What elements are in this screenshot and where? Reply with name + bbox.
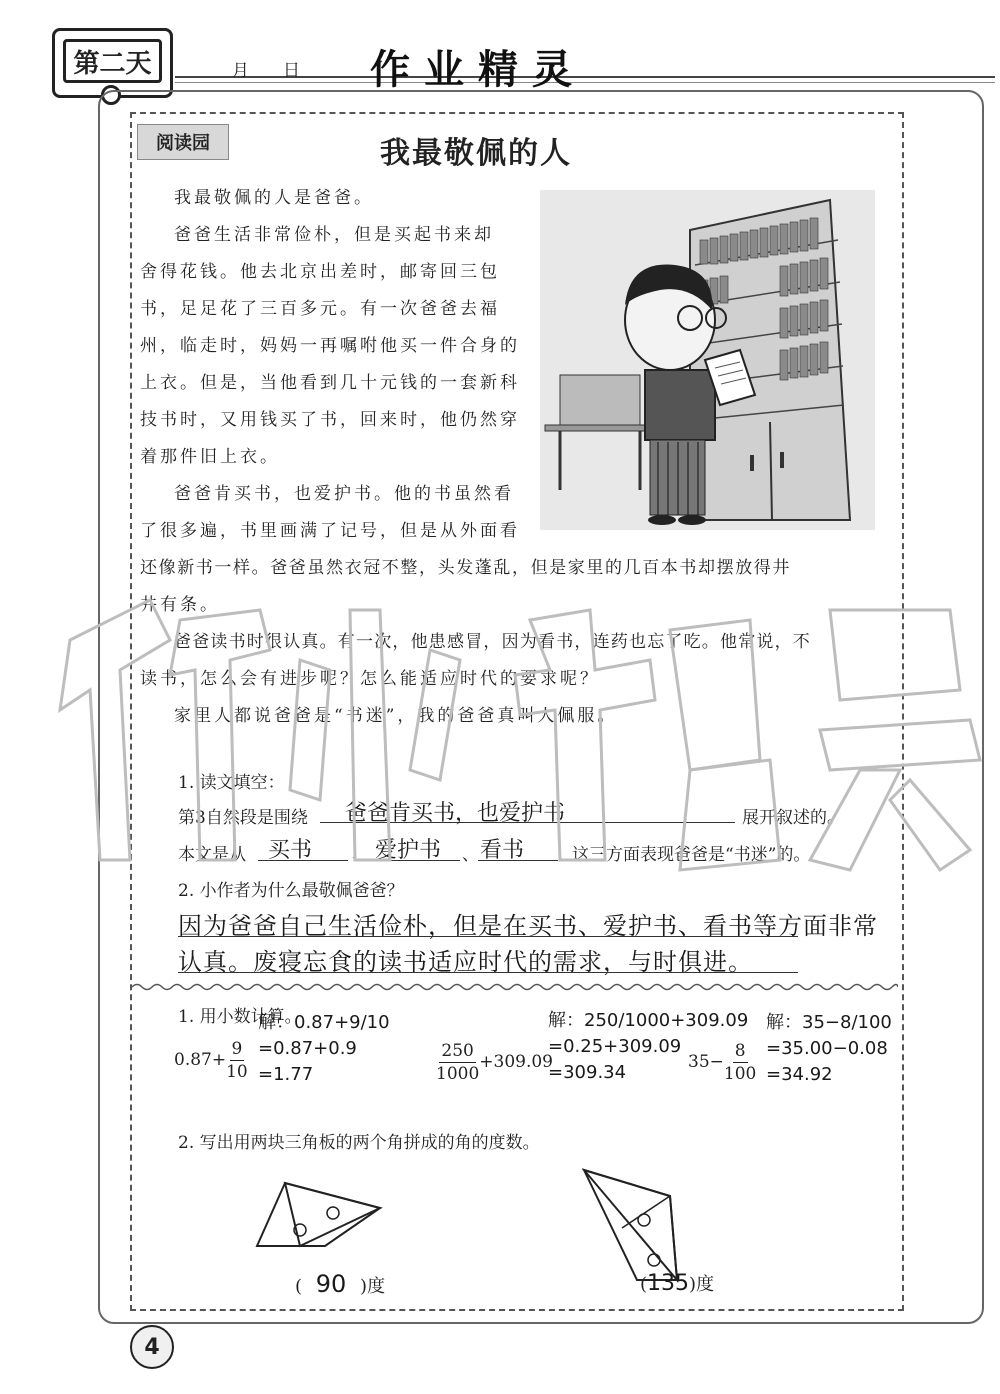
text-line: 读书，怎么会有进步呢？怎么能适应时代的要求呢？ [140, 669, 600, 689]
denominator: 10 [226, 1062, 248, 1082]
text-line: 技书时，又用钱买了书，回来时，他仍然穿 [140, 410, 520, 430]
work-line: =34.92 [766, 1064, 833, 1085]
text-line: 着那件旧上衣。 [140, 447, 280, 467]
q1-line2-suffix: 这三方面表现爸爸是“书迷”的。 [572, 845, 811, 865]
work-line: 解：250/1000+309.09 [548, 1010, 749, 1031]
q1-line1-prefix: 第3自然段是围绕 [178, 808, 308, 828]
problem-3-prefix: 35− [688, 1052, 724, 1072]
paren: ) [360, 1276, 368, 1297]
text-line: 州，临走时，妈妈一再嘱咐他买一件合身的 [140, 336, 520, 356]
q2-title: 2. 小作者为什么最敬佩爸爸？ [178, 881, 404, 901]
angle-2-answer: 135 [647, 1271, 690, 1296]
q1-line2-prefix: 本文是从 [178, 845, 246, 865]
math-q2-title: 2. 写出用两块三角板的两个角拼成的角的度数。 [178, 1133, 540, 1153]
text-line: 我最敬佩的人是爸爸。 [174, 188, 374, 208]
fraction [226, 1038, 248, 1083]
text-line: 还像新书一样。爸爸虽然衣冠不整，头发蓬乱，但是家里的几百本书却摆放得井 [140, 558, 791, 578]
text-line: 爸爸读书时很认真。有一次，他患感冒，因为看书，连药也忘了吃。他常说，不 [174, 632, 811, 652]
degree-unit: 度 [367, 1276, 386, 1297]
separator: 、 [462, 845, 479, 865]
q2-answer-line2: 认真。废寝忘食的读书适应时代的需求，与时俱进。 [178, 948, 753, 976]
page-number: 4 [130, 1325, 174, 1369]
angle-1-answer: 90 [315, 1270, 347, 1298]
work-line: =0.25+309.09 [548, 1036, 682, 1057]
q1-answer-4: 看书 [480, 838, 525, 863]
q1-answer-3: 爱护书 [375, 838, 442, 863]
wavy-divider [132, 982, 898, 992]
work-line: =1.77 [258, 1064, 314, 1085]
denominator: 100 [723, 1064, 757, 1084]
problem-3 [688, 1040, 756, 1085]
angle-1-answer-row [295, 1270, 385, 1298]
numerator: 8 [734, 1041, 746, 1061]
set-square-pair-2 [582, 1168, 682, 1286]
q1-line1-suffix: 展开叙述的。 [742, 808, 844, 828]
q1-answer-1: 爸爸肯买书，也爱护书 [345, 801, 566, 826]
month-label: 月 [232, 61, 249, 81]
text-line: 爸爸肯买书，也爱护书。他的书虽然看 [174, 484, 514, 504]
fraction [436, 1040, 479, 1085]
text-line: 家里人都说爸爸是“书迷”，我的爸爸真叫人佩服。 [174, 706, 618, 726]
day-label: 第二天 [63, 39, 162, 83]
text-line: 舍得花钱。他去北京出差时，邮寄回三包 [140, 262, 500, 282]
work-line: 解：35−8/100 [766, 1012, 892, 1033]
separator: 、 [352, 845, 369, 865]
problem-1 [174, 1038, 248, 1083]
paragraph-1 [140, 180, 520, 476]
article-title: 我最敬佩的人 [380, 136, 572, 171]
work-line: =0.87+0.9 [258, 1038, 357, 1059]
fraction [724, 1040, 756, 1085]
q1-answer-2: 买书 [268, 838, 313, 863]
numerator: 9 [231, 1039, 243, 1059]
q1-title: 1. 读文填空： [178, 773, 285, 793]
math-q1-title: 1. 用小数计算。 [178, 1007, 302, 1027]
answer-underline [178, 936, 798, 937]
reading-man-illustration [540, 190, 875, 530]
problem-1-prefix: 0.87+ [174, 1050, 227, 1070]
angle-2-answer-row [640, 1270, 714, 1296]
day-tab [52, 28, 173, 98]
text-line: 书，足足花了三百多元。有一次爸爸去福 [140, 299, 500, 319]
problem-2 [436, 1040, 553, 1085]
problem-2-suffix: +309.09 [479, 1052, 553, 1072]
denominator: 1000 [436, 1064, 480, 1084]
problem-3-work [766, 1010, 892, 1088]
text-line: 井有条。 [140, 595, 220, 615]
work-line: 解：0.87+9/10 [258, 1012, 390, 1033]
day-word: 日 [283, 61, 300, 81]
answer-underline [178, 972, 798, 973]
paren: ( [640, 1274, 648, 1295]
paren: ( [295, 1276, 303, 1297]
brand-title: 作业精灵 [370, 47, 586, 93]
work-line: =309.34 [548, 1062, 627, 1083]
text-line: 爸爸生活非常俭朴，但是买起书来却 [174, 225, 494, 245]
problem-1-work [258, 1010, 390, 1088]
numerator: 250 [441, 1041, 474, 1061]
work-line: =35.00−0.08 [766, 1038, 888, 1059]
text-line: 上衣。但是，当他看到几十元钱的一套新科 [140, 373, 520, 393]
text-line: 了很多遍，书里画满了记号，但是从外面看 [140, 521, 520, 541]
paren: ) [689, 1274, 697, 1295]
degree-unit: 度 [696, 1274, 715, 1295]
set-square-pair-1 [255, 1178, 390, 1253]
brand-watermark [30, 580, 990, 880]
q2-answer-line1: 因为爸爸自己生活俭朴，但是在买书、爱护书、看书等方面非常 [178, 912, 878, 940]
section-label: 阅读园 [137, 124, 229, 160]
